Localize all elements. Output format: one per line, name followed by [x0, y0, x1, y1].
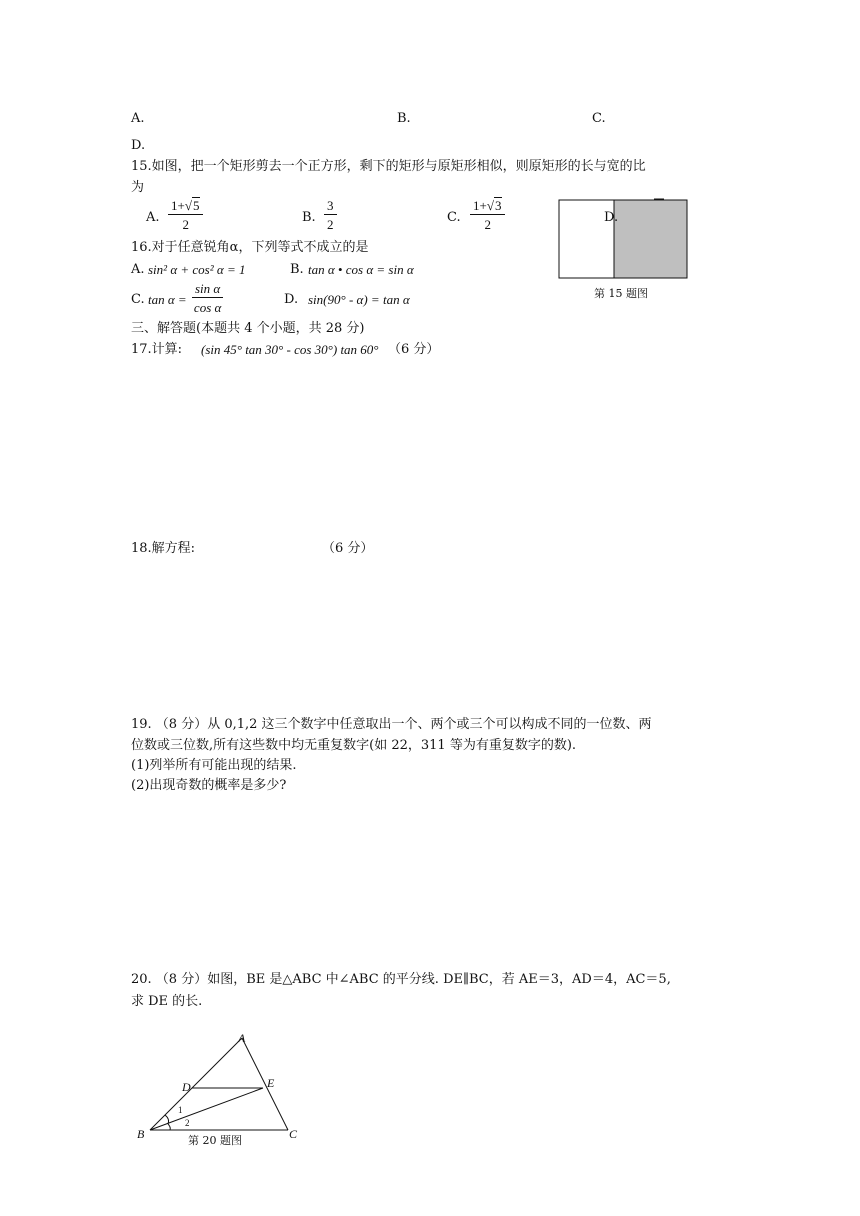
- q14-option-a: A.: [131, 111, 145, 126]
- q16-stem: 16.对于任意锐角α，下列等式不成立的是: [131, 240, 369, 255]
- q16-option-c-fraction: $\frac{\text{sin α}}{\text{cos α}}$: [193, 281, 222, 315]
- shaded-region: [614, 200, 687, 278]
- q15-option-a: $\frac{1+√5}{2}$: [168, 199, 203, 231]
- q16-option-a-label: A.: [131, 262, 145, 277]
- q17-expression: (sin 45° tan 30° - cos 30°) tan 60°: [201, 342, 379, 357]
- q15-option-b: $\frac{3}{2}$: [324, 199, 337, 231]
- q16-option-d-label: D.: [284, 292, 299, 307]
- q19-line1: 19. （8 分）从 0,1,2 这三个数字中任意取出一个、两个或三个可以构成不同的一位数、两: [131, 717, 652, 732]
- q16-option-a: sin² α + cos² α = 1: [148, 262, 246, 277]
- point-a-label: A: [238, 1031, 246, 1045]
- q15-option-c-label: C.: [447, 210, 461, 225]
- q20-figure: [130, 1028, 310, 1150]
- q15-option-a-label: A.: [146, 210, 160, 225]
- q19-sub2: (2)出现奇数的概率是多少?: [131, 778, 287, 793]
- q20-figure-caption: 第 20 题图: [188, 1134, 242, 1147]
- q15-option-c: $\frac{1+√3}{2}$: [470, 199, 505, 231]
- q14-option-b: B.: [397, 111, 411, 126]
- q16-option-c-label: C.: [131, 292, 145, 307]
- q15-stem-line2: 为: [131, 180, 145, 195]
- segment-ba: [150, 1038, 242, 1130]
- point-e-label: E: [267, 1076, 275, 1090]
- segment-be: [150, 1088, 263, 1130]
- point-c-label: C: [289, 1127, 298, 1141]
- q16-option-d: sin(90° - α) = tan α: [308, 292, 410, 307]
- q15-stem-line1: 15.如图，把一个矩形剪去一个正方形，剩下的矩形与原矩形相似，则原矩形的长与宽的比: [131, 159, 646, 174]
- q16-option-c-lhs: tan α =: [148, 292, 187, 307]
- q15-option-d-label: D.: [604, 210, 619, 225]
- q14-option-d: D.: [131, 138, 146, 153]
- q17-score: （6 分）: [388, 342, 440, 357]
- q18-label: 18.解方程:: [131, 541, 196, 556]
- angle-2-label: 2: [185, 1118, 190, 1128]
- q15-figure: [558, 198, 690, 280]
- q15-figure-caption: 第 15 题图: [594, 287, 648, 300]
- q20-line2: 求 DE 的长.: [131, 994, 203, 1009]
- q18-score: （6 分）: [322, 541, 374, 556]
- q19-line2: 位数或三位数,所有这些数中均无重复数字(如 22，311 等为有重复数字的数).: [131, 738, 577, 753]
- section-heading: 三、解答题(本题共 4 个小题，共 28 分): [131, 321, 365, 336]
- q14-option-c: C.: [592, 111, 606, 126]
- q17-label: 17.计算:: [131, 342, 183, 357]
- q16-option-b: tan α • cos α = sin α: [308, 262, 414, 277]
- q16-option-b-label: B.: [290, 262, 304, 277]
- q15-option-b-label: B.: [302, 210, 316, 225]
- point-b-label: B: [137, 1127, 145, 1141]
- segment-ac: [242, 1038, 288, 1130]
- q20-line1: 20. （8 分）如图，BE 是△ABC 中∠ABC 的平分线. DE∥BC，若 AE＝3，AD＝4，AC＝5,: [131, 972, 671, 987]
- q19-sub1: (1)列举所有可能出现的结果.: [131, 758, 297, 773]
- point-d-label: D: [182, 1080, 191, 1094]
- angle-1-label: 1: [178, 1105, 183, 1115]
